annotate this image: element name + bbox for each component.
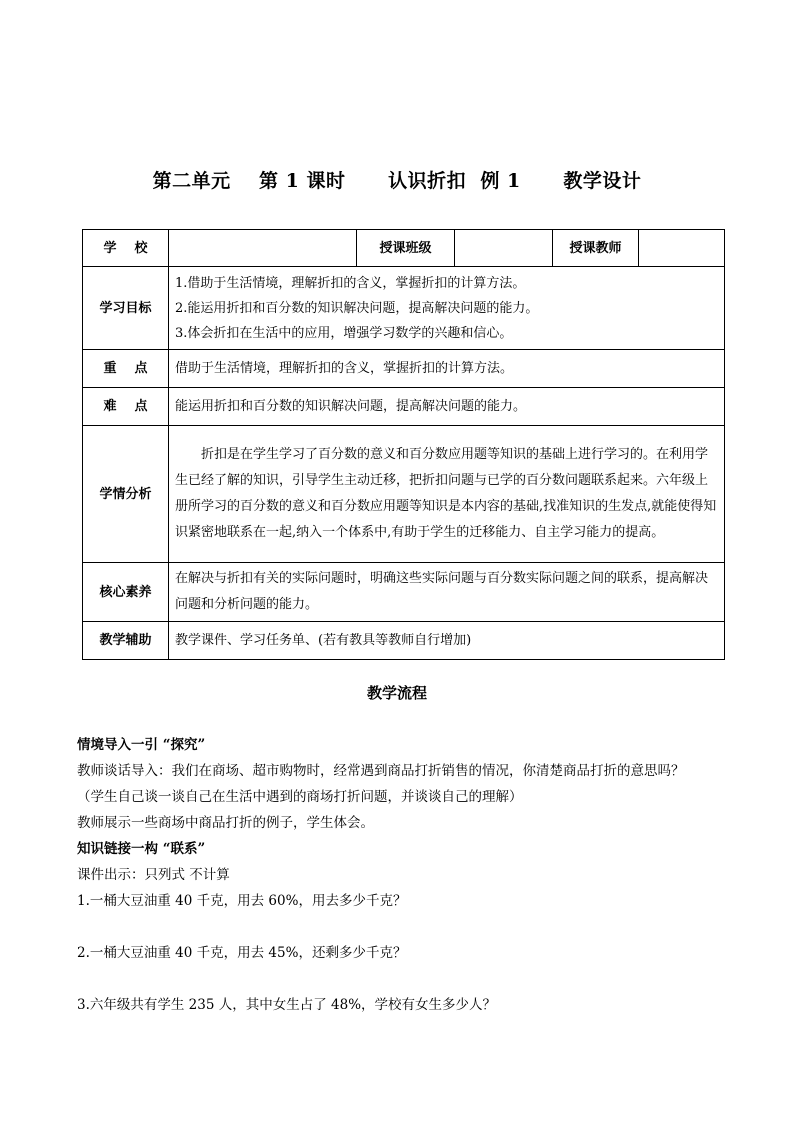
teaching-aid-cell: 教学课件、学习任务单、(若有教具等教师自行增加) <box>169 622 725 660</box>
goals-label-cell: 学习目标 <box>83 267 169 350</box>
paragraph: 教师展示一些商场中商品打折的例子，学生体会。 <box>77 815 374 831</box>
goal-item: 2.能运用折扣和百分数的知识解决问题，提高解决问题的能力。 <box>175 300 539 316</box>
school-value-cell <box>169 230 357 267</box>
document-title: 第二单元 第 1 课时 认识折扣 例 1 教学设计 <box>152 170 642 192</box>
table-row <box>83 388 725 426</box>
lesson-info-table <box>82 229 725 660</box>
table-row <box>83 267 725 350</box>
teacher-value-cell <box>639 230 725 267</box>
table-row <box>83 622 725 660</box>
teaching-aid-label-cell: 教学辅助 <box>83 622 169 660</box>
teaching-flow <box>77 732 737 1018</box>
difficulty-cell: 能运用折扣和百分数的知识解决问题，提高解决问题的能力。 <box>169 388 725 426</box>
goal-item: 1.借助于生活情境，理解折扣的含义，掌握折扣的计算方法。 <box>175 275 526 291</box>
analysis-cell: 折扣是在学生学习了百分数的意义和百分数应用题等知识的基础上进行学习的。在利用学生已经了解的知识，引导学生主动迁移，把折扣问题与已学的百分数问题联系起来。六年级上册所学习的百分数的意义和百分数应用题等知识是本内容的基础,找准知识的生发点,就能使得知识紧密地联系在一起,纳入一个体系中,有助于学生的迁移能力、自主学习能力的提高。 <box>169 426 725 563</box>
goal-item: 3.体会折扣在生活中的应用，增强学习数学的兴趣和信心。 <box>175 325 513 341</box>
class-value-cell <box>455 230 553 267</box>
section-heading: 情境导入一引 “探究” <box>77 737 206 753</box>
question-item: 1.一桶大豆油重 40 千克，用去 60%，用去多少千克？ <box>77 893 407 909</box>
question-item: 3.六年级共有学生 235 人，其中女生占了 48%，学校有女生多少人？ <box>77 997 497 1013</box>
teaching-flow-title: 教学流程 <box>366 684 427 702</box>
class-label-cell: 授课班级 <box>357 230 455 267</box>
key-point-label-cell: 重 点 <box>83 350 169 388</box>
paragraph: 教师谈话导入：我们在商场、超市购物时，经常遇到商品打折销售的情况，你清楚商品打折的意思吗？ <box>77 763 685 779</box>
paragraph: （学生自己谈一谈自己在生活中遇到的商场打折问题，并谈谈自己的理解） <box>77 789 523 805</box>
section-heading: 知识链接一构 “联系” <box>77 841 206 857</box>
question-item: 2.一桶大豆油重 40 千克，用去 45%，还剩多少千克？ <box>77 945 407 961</box>
teacher-label-cell: 授课教师 <box>553 230 639 267</box>
goals-cell <box>169 267 725 350</box>
table-row <box>83 426 725 563</box>
paragraph: 课件出示：只列式 不计算 <box>77 867 230 883</box>
analysis-label-cell: 学情分析 <box>83 426 169 563</box>
core-literacy-label-cell: 核心素养 <box>83 563 169 622</box>
table-row <box>83 563 725 622</box>
key-point-cell: 借助于生活情境，理解折扣的含义，掌握折扣的计算方法。 <box>169 350 725 388</box>
table-row <box>83 350 725 388</box>
difficulty-label-cell: 难 点 <box>83 388 169 426</box>
core-literacy-cell: 在解决与折扣有关的实际问题时，明确这些实际问题与百分数实际问题之间的联系，提高解决问题和分析问题的能力。 <box>169 563 725 622</box>
table-row <box>83 230 725 267</box>
school-label-cell: 学 校 <box>83 230 169 267</box>
